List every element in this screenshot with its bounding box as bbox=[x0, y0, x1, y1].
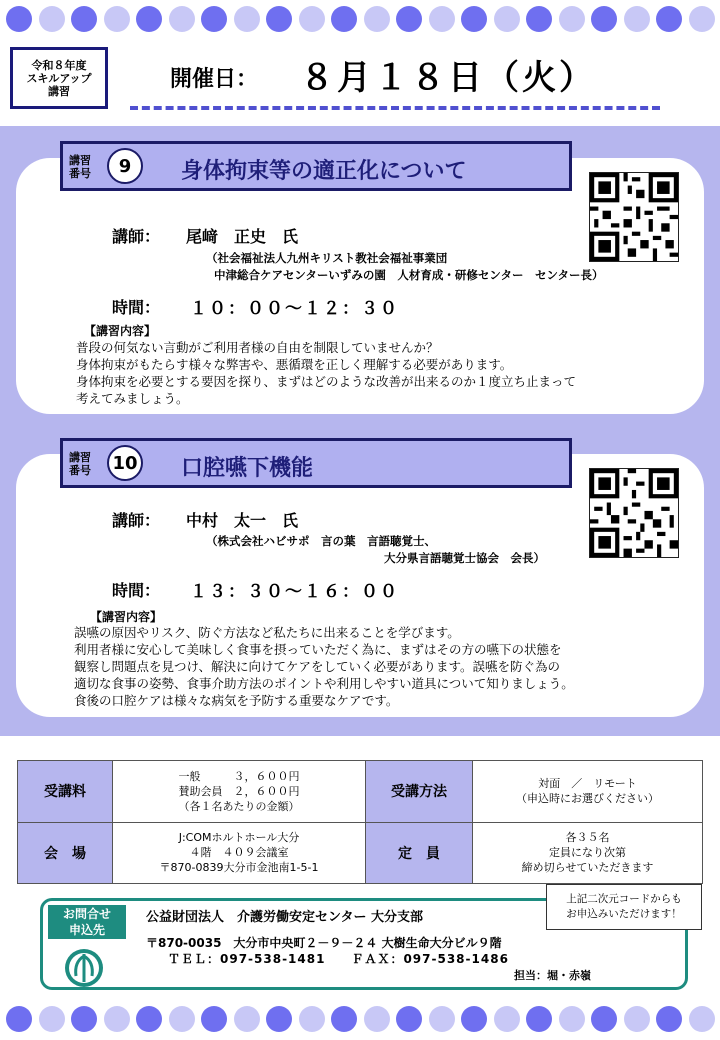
decorative-dot bbox=[364, 6, 390, 32]
decorative-dot bbox=[429, 1006, 455, 1032]
decorative-dot bbox=[169, 6, 195, 32]
capacity-line: 各３５名 bbox=[565, 831, 610, 845]
decorative-dot bbox=[396, 6, 422, 32]
capacity-line: 締め切らせていただきます bbox=[521, 861, 654, 875]
decorative-dot bbox=[104, 1006, 130, 1032]
number-label-line: 講習 bbox=[69, 154, 91, 167]
time-value: １０：００～１２：３０ bbox=[190, 299, 399, 319]
lecturer-affiliation: （社会福祉法人九州キリスト教社会福祉事業団 bbox=[206, 251, 448, 265]
decorative-dot bbox=[624, 6, 650, 32]
decorative-dot bbox=[6, 1006, 32, 1032]
decorative-dot bbox=[234, 6, 260, 32]
decorative-dot bbox=[136, 6, 162, 32]
decorative-dot bbox=[656, 1006, 682, 1032]
contact-staff: 担当：堀・赤嶺 bbox=[514, 969, 591, 982]
fee-label: 受講料 bbox=[18, 761, 113, 823]
method-label: 受講方法 bbox=[366, 761, 473, 823]
method-value bbox=[473, 761, 703, 823]
content-line: 食後の口腔ケアは様々な病気を予防する重要なケアです。 bbox=[74, 693, 399, 708]
decorative-dot bbox=[526, 1006, 552, 1032]
divider bbox=[130, 106, 660, 110]
year-badge-line: 講習 bbox=[48, 84, 70, 98]
decorative-dot bbox=[461, 6, 487, 32]
decorative-dot bbox=[266, 6, 292, 32]
content-heading: 【講習内容】 bbox=[90, 610, 163, 624]
lecture-content bbox=[74, 624, 574, 709]
lecturer-affiliation: （株式会社ハビサポ 言の葉 言語聴覚士、 bbox=[206, 534, 436, 548]
venue-line: ４階 ４０９会議室 bbox=[189, 846, 289, 860]
decorative-dot bbox=[39, 1006, 65, 1032]
method-line: 対面 ／ リモート bbox=[538, 777, 637, 791]
decorative-dot bbox=[266, 1006, 292, 1032]
venue-line: 〒870-0839大分市金池南1-5-1 bbox=[159, 861, 319, 875]
content-line: 身体拘束を必要とする要因を探り、まずはどのような改善が出来るのか１度立ち止まって bbox=[76, 374, 577, 389]
fee-line: 賛助会員 ２，６００円 bbox=[178, 784, 300, 798]
event-date: ８月１８日（火） bbox=[300, 58, 596, 98]
decorative-dot bbox=[559, 6, 585, 32]
lecture-title-bar bbox=[60, 141, 572, 191]
note-line: お申込みいただけます！ bbox=[566, 908, 682, 920]
content-line: 誤嚥の原因やリスク、防ぐ方法など私たちに出来ることを学びます。 bbox=[74, 625, 460, 640]
content-line: 身体拘束がもたらす様々な弊害や、悪循環を正しく理解する必要があります。 bbox=[76, 357, 513, 372]
decorative-dot bbox=[689, 6, 715, 32]
venue-value bbox=[113, 822, 366, 884]
badge-line: 申込先 bbox=[68, 923, 105, 937]
fee-line: 一般 ３，６００円 bbox=[178, 769, 300, 783]
year-badge bbox=[10, 47, 108, 109]
date-label: 開催日： bbox=[170, 67, 259, 92]
fee-line: （各１名あたりの金額） bbox=[178, 799, 300, 813]
lecture-number: 9 bbox=[107, 148, 143, 184]
method-line: （申込時にお選びください） bbox=[516, 792, 659, 806]
lecture-number-label bbox=[69, 451, 91, 477]
content-line: 考えてみましょう。 bbox=[76, 391, 189, 406]
lecture-number: 10 bbox=[107, 445, 143, 481]
decorative-dot bbox=[169, 1006, 195, 1032]
decorative-dot bbox=[331, 6, 357, 32]
lecture-title: 身体拘束等の適正化について bbox=[181, 159, 467, 184]
time-value: １３：３０～１６：００ bbox=[190, 582, 399, 602]
decorative-dot bbox=[71, 1006, 97, 1032]
content-line: 普段の何気ない言動がご利用者様の自由を制限していませんか？ bbox=[76, 340, 439, 355]
decorative-dot bbox=[104, 6, 130, 32]
decorative-dot bbox=[331, 1006, 357, 1032]
number-label-line: 番号 bbox=[69, 167, 91, 180]
capacity-label: 定 員 bbox=[366, 822, 473, 884]
contact-address: 〒870-0035 大分市中央町２－９－２４ 大樹生命大分ビル９階 bbox=[146, 936, 502, 950]
lecture-title-bar bbox=[60, 438, 572, 488]
decorative-dot bbox=[429, 6, 455, 32]
decorative-dot bbox=[494, 1006, 520, 1032]
contact-phone-fax[interactable]: ＴＥＬ：097-538-1481 ＦＡＸ：097-538-1486 bbox=[168, 952, 509, 966]
decorative-dot bbox=[591, 6, 617, 32]
lecture-content bbox=[76, 339, 576, 407]
decorative-dot bbox=[494, 6, 520, 32]
capacity-value bbox=[473, 822, 703, 884]
note-line: 上記二次元コードからも bbox=[566, 893, 682, 905]
lecturer-affiliation: 大分県言語聴覚士協会 会長） bbox=[384, 551, 545, 565]
decorative-dot bbox=[39, 6, 65, 32]
lecturer-affiliation: 中津総合ケアセンターいずみの園 人材育成・研修センター センター長） bbox=[214, 268, 604, 282]
venue-line: J:COMホルトホール大分 bbox=[178, 831, 300, 845]
organization-logo-icon bbox=[64, 948, 104, 988]
decorative-dot bbox=[461, 1006, 487, 1032]
inquiry-badge bbox=[48, 905, 126, 939]
lecturer-name: 尾﨑 正史 氏 bbox=[186, 227, 299, 246]
content-heading: 【講習内容】 bbox=[84, 324, 157, 338]
number-label-line: 番号 bbox=[69, 464, 91, 477]
year-badge-line: スキルアップ bbox=[26, 71, 92, 85]
content-line: 観察し問題点を見つけ、解決に向けてケアをしていく必要があります。誤嚥を防ぐ為の bbox=[74, 659, 561, 674]
year-badge-line: 令和８年度 bbox=[31, 58, 87, 72]
decorative-dot bbox=[656, 6, 682, 32]
decorative-dot bbox=[234, 1006, 260, 1032]
decorative-dot bbox=[559, 1006, 585, 1032]
decorative-dot bbox=[526, 6, 552, 32]
decorative-dots-bottom bbox=[0, 1002, 720, 1036]
decorative-dot bbox=[591, 1006, 617, 1032]
time-label: 時間： bbox=[112, 581, 161, 600]
decorative-dot bbox=[71, 6, 97, 32]
fee-value bbox=[113, 761, 366, 823]
info-table bbox=[17, 760, 703, 884]
capacity-line: 定員になり次第 bbox=[549, 846, 626, 860]
organization-name: 公益財団法人 介護労働安定センター 大分支部 bbox=[146, 910, 424, 925]
decorative-dot bbox=[299, 6, 325, 32]
decorative-dot bbox=[6, 6, 32, 32]
qr-code-icon[interactable] bbox=[589, 172, 679, 262]
decorative-dot bbox=[201, 1006, 227, 1032]
venue-label: 会 場 bbox=[18, 822, 113, 884]
number-label-line: 講習 bbox=[69, 451, 91, 464]
decorative-dot bbox=[624, 1006, 650, 1032]
lecturer-name: 中村 太一 氏 bbox=[186, 511, 299, 530]
decorative-dot bbox=[201, 6, 227, 32]
decorative-dot bbox=[299, 1006, 325, 1032]
decorative-dots-top bbox=[0, 2, 720, 36]
decorative-dot bbox=[689, 1006, 715, 1032]
lecture-number-label bbox=[69, 154, 91, 180]
lecture-title: 口腔嚥下機能 bbox=[181, 456, 314, 481]
badge-line: お問合せ bbox=[62, 907, 111, 921]
lecturer-label: 講師： bbox=[112, 511, 161, 530]
lecturer-label: 講師： bbox=[112, 227, 161, 246]
content-line: 利用者様に安心して美味しく食事を摂っていただく為に、まずはその方の嚥下の状態を bbox=[74, 642, 562, 657]
decorative-dot bbox=[364, 1006, 390, 1032]
decorative-dot bbox=[396, 1006, 422, 1032]
qr-note bbox=[546, 884, 702, 930]
qr-code-icon[interactable] bbox=[589, 468, 679, 558]
time-label: 時間： bbox=[112, 298, 161, 317]
content-line: 適切な食事の姿勢、食事介助方法のポイントや利用しやすい道具について知りましょう。 bbox=[74, 676, 574, 691]
decorative-dot bbox=[136, 1006, 162, 1032]
